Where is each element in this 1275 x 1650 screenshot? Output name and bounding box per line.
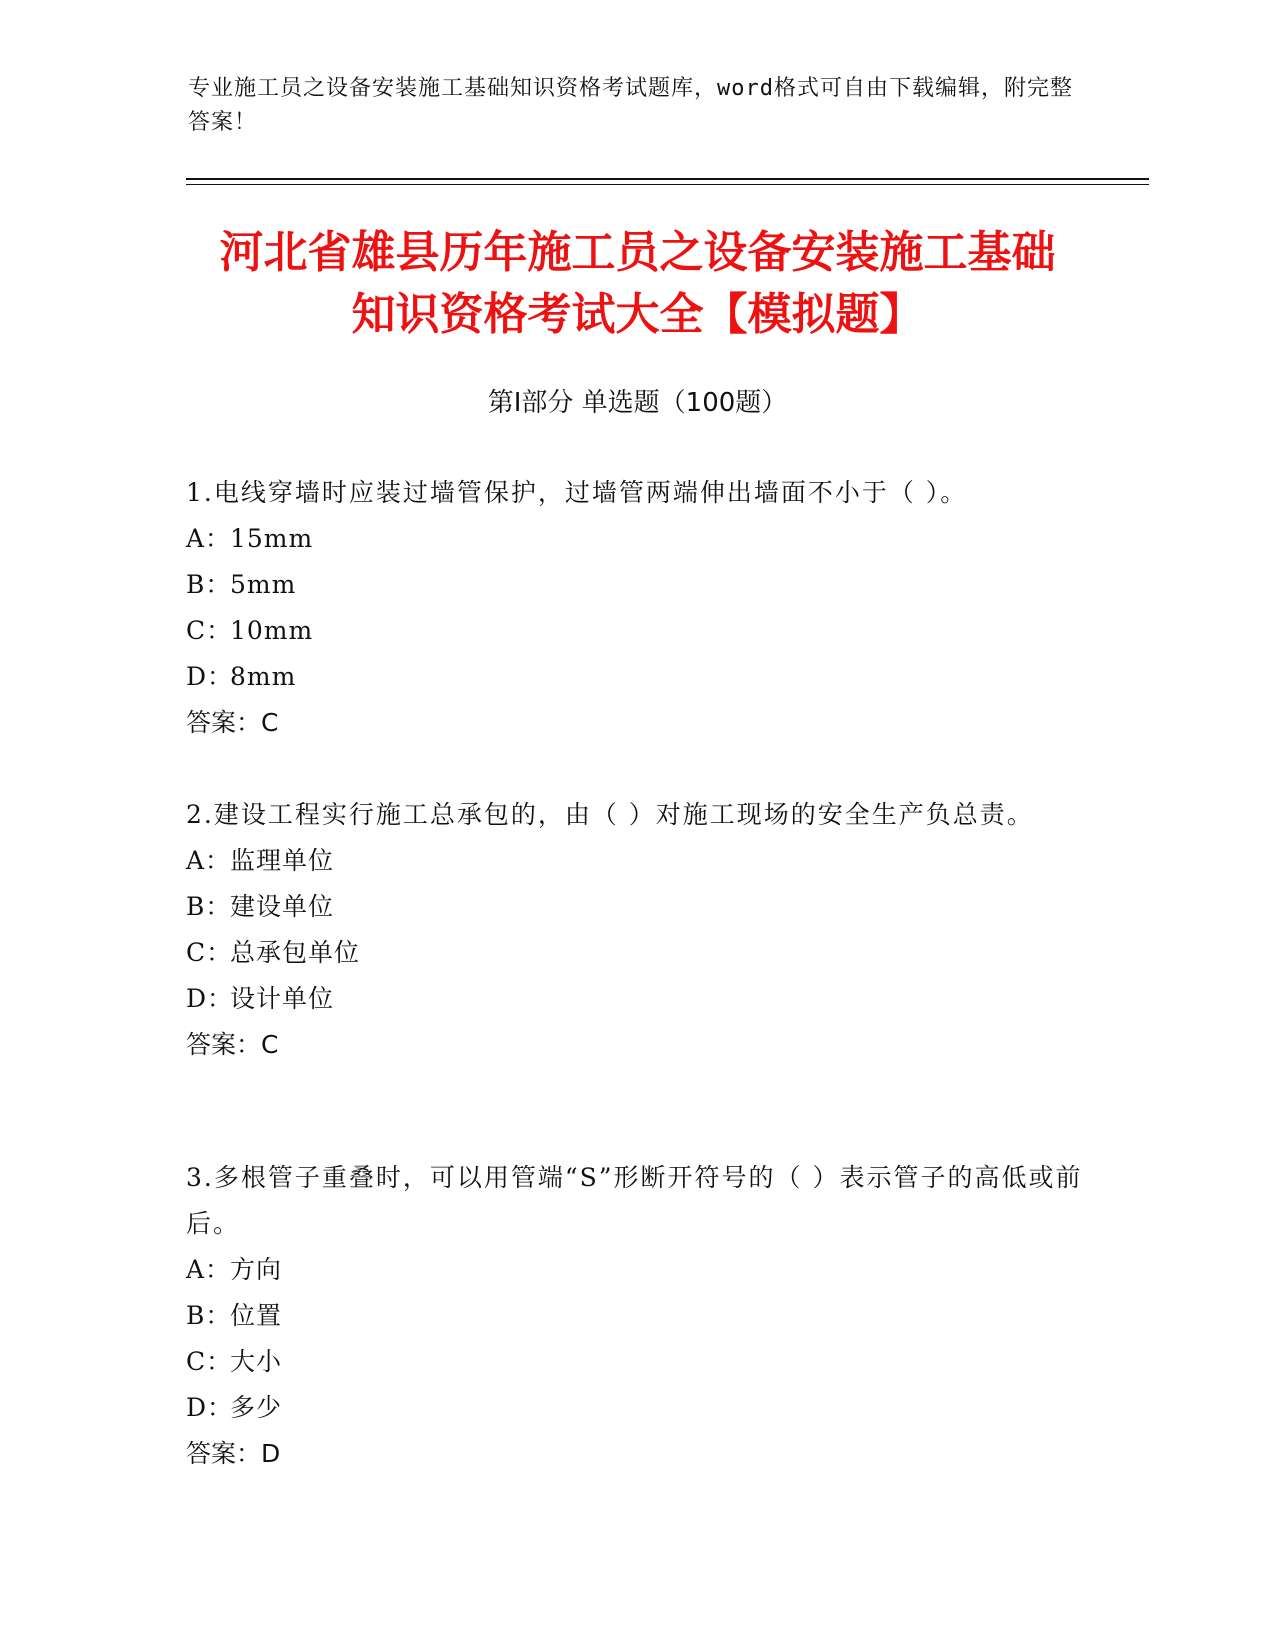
option-d — [186, 976, 1086, 1022]
option-letter: A： — [186, 1255, 232, 1284]
question-stem: 1.电线穿墙时应装过墙管保护，过墙管两端伸出墙面不小于（ ）。 — [186, 478, 968, 507]
option-c — [186, 1339, 1086, 1385]
option-letter: A： — [186, 846, 232, 875]
option-text: 5mm — [230, 570, 297, 599]
answer-line: 答案：D — [186, 1439, 281, 1468]
header-rule-thick — [186, 178, 1149, 180]
option-text: 15mm — [230, 524, 314, 553]
option-letter: C： — [186, 616, 233, 645]
question-2 — [186, 792, 1086, 1068]
option-text: 大小 — [230, 1347, 283, 1376]
header-rule-thin — [186, 184, 1149, 185]
option-letter: D： — [186, 984, 234, 1013]
option-text: 设计单位 — [230, 984, 335, 1013]
option-b — [186, 1293, 1086, 1339]
option-text: 10mm — [230, 616, 314, 645]
option-a — [186, 516, 1086, 562]
option-b — [186, 884, 1086, 930]
option-text: 位置 — [230, 1301, 283, 1330]
answer-line: 答案：C — [186, 708, 279, 737]
option-letter: D： — [186, 662, 234, 691]
option-letter: D： — [186, 1393, 234, 1422]
option-text: 总承包单位 — [230, 938, 361, 967]
question-stem: 3.多根管子重叠时，可以用管端“S”形断开符号的（ ）表示管子的高低或前后。 — [186, 1163, 1083, 1238]
option-d — [186, 654, 1086, 700]
option-text: 方向 — [230, 1255, 283, 1284]
option-letter: C： — [186, 1347, 233, 1376]
document-title — [150, 222, 1125, 346]
option-d — [186, 1385, 1086, 1431]
option-text: 监理单位 — [230, 846, 335, 875]
option-letter: B： — [186, 570, 232, 599]
option-c — [186, 930, 1086, 976]
option-c — [186, 608, 1086, 654]
question-1 — [186, 470, 1086, 746]
document-title-line-1: 河北省雄县历年施工员之设备安装施工基础 — [219, 227, 1056, 278]
question-3 — [186, 1155, 1086, 1477]
document-title-line-2: 知识资格考试大全【模拟题】 — [351, 289, 924, 340]
header-note: 专业施工员之设备安装施工基础知识资格考试题库，word格式可自由下载编辑，附完整答案！ — [188, 76, 1073, 135]
option-text: 多少 — [230, 1393, 283, 1422]
option-letter: C： — [186, 938, 233, 967]
option-letter: B： — [186, 892, 232, 921]
option-letter: B： — [186, 1301, 232, 1330]
question-stem: 2.建设工程实行施工总承包的，由（ ）对施工现场的安全生产负总责。 — [186, 800, 1034, 829]
option-a — [186, 838, 1086, 884]
option-a — [186, 1247, 1086, 1293]
option-text: 8mm — [230, 662, 297, 691]
option-letter: A： — [186, 524, 232, 553]
answer-line: 答案：C — [186, 1030, 279, 1059]
option-b — [186, 562, 1086, 608]
section-heading: 第Ⅰ部分 单选题（100题） — [487, 388, 788, 418]
option-text: 建设单位 — [230, 892, 335, 921]
